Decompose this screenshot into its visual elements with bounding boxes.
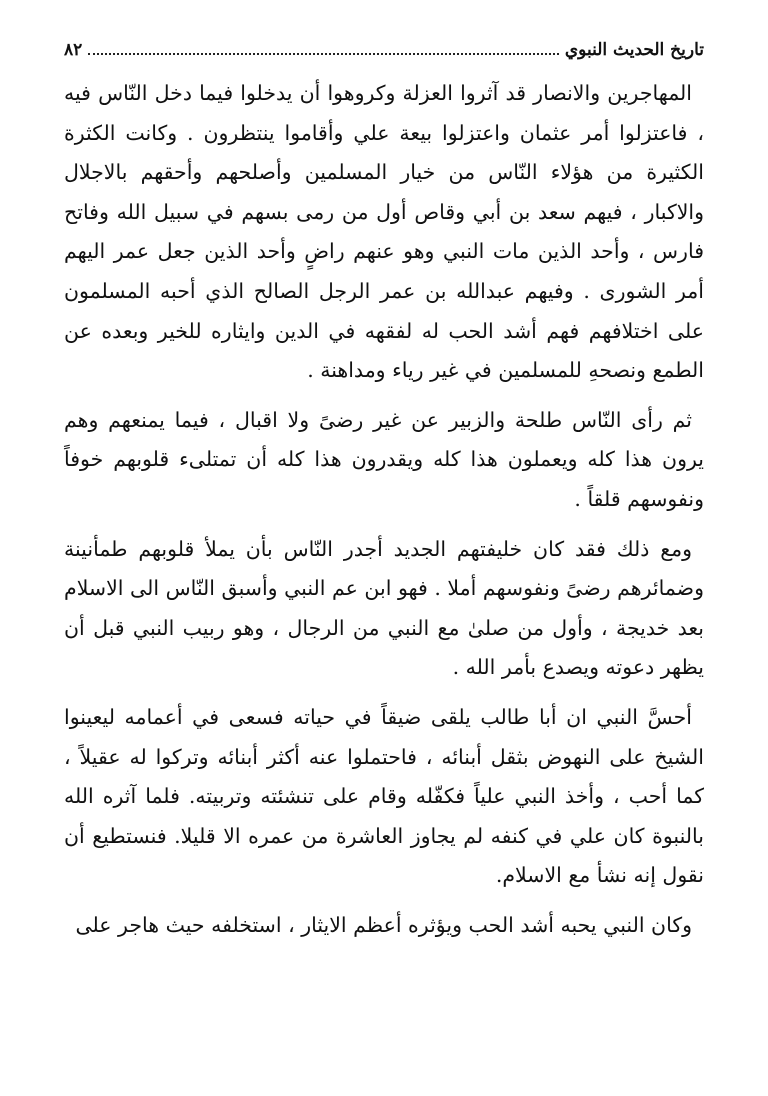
book-page	[64, 24, 704, 1076]
page-number: ٨٢	[64, 40, 83, 60]
paragraph: ثم رأى النّاس طلحة والزبير عن غير رضىً ولا اقبال ، فيما يمنعهم وهم يرون هذا كله ويعملون هذا كله ويقدرون هذا كله أن تمتلىء قلوبهم خوفاً ونفوسهم قلقاً .	[64, 407, 704, 511]
paragraph: أحسَّ النبي ان أبا طالب يلقى ضيقاً في حياته فسعى في أعمامه ليعينوا الشيخ على النهوض بثقل أبنائه ، فاحتملوا عنه أكثر أبنائه وتركوا له عقيلاً ، كما أحب ، وأخذ النبي علياً فكفّله وقام على تنشئته وتربيته. فلما آثره الله بالنبوة كان علي في كنفه لم يجاوز العاشرة من عمره الا قليلا. فنستطيع أن نقول إنه نشأ مع الاسلام.	[64, 704, 704, 888]
book-title: تاريخ الحديث النبوي	[564, 40, 704, 60]
paragraph: وكان النبي يحبه أشد الحب ويؤثره أعظم الايثار ، استخلفه حيث هاجر على	[75, 912, 692, 937]
body-text	[64, 74, 704, 945]
paragraph: المهاجرين والانصار قد آثروا العزلة وكروهوا أن يدخلوا فيما دخل النّاس فيه ، فاعتزلوا أمر عثمان واعتزلوا بيعة علي وأقاموا ينتظرون . وكانت الكثرة الكثيرة من هؤلاء النّاس من خيار المسلمين وأصلحهم وأحقهم بالاجلال والاكبار ، فيهم سعد بن أبي وقاص أول من رمى بسهم في سبيل الله وفاتح فارس ، وأحد الذين مات النبي وهو عنهم راضٍ وأحد الذين جعل عمر اليهم أمر الشورى . وفيهم عبدالله بن عمر الرجل الصالح الذي أحبه المسلمون على اختلافهم فهم أشد الحب له لفقهه في الدين وايثاره للخير وبعده عن الطمع ونصحهِ للمسلمين في غير رياء ومداهنة .	[64, 81, 704, 383]
running-header	[64, 24, 704, 60]
paragraph: ومع ذلك فقد كان خليفتهم الجديد أجدر النّاس بأن يملأ قلوبهم طمأنينة وضمائرهم رضىً ونفوسهم أملا . فهو ابن عم النبي وأسبق النّاس الى الاسلام بعد خديجة ، وأول من صلىٰ مع النبي من الرجال ، وهو ربيب النبي قبل أن يظهر دعوته ويصدع بأمر الله .	[64, 536, 704, 680]
header-dot-leader	[88, 52, 559, 55]
